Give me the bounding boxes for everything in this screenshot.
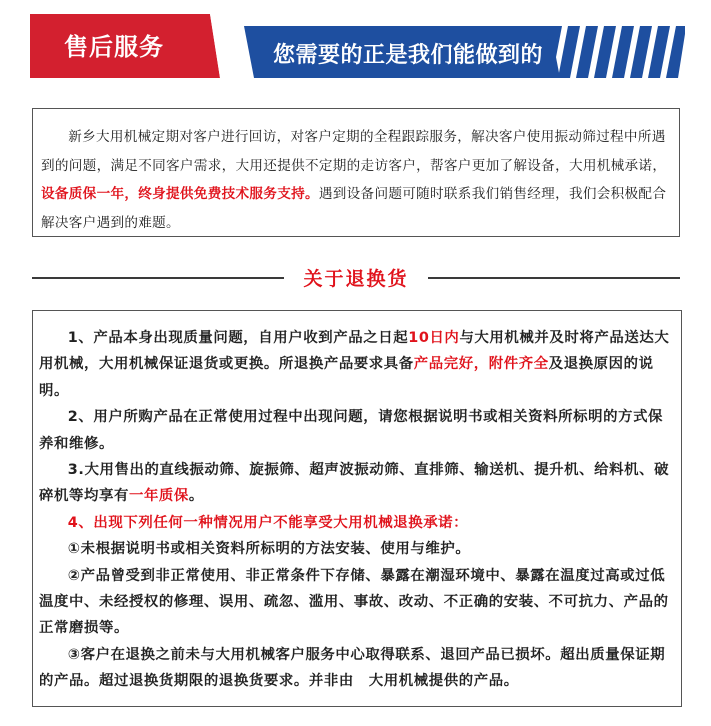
banner-title-after-sales: 售后服务 <box>64 33 164 61</box>
item1-text-pre: 1、产品本身出现质量问题，自用户收到产品之日起 <box>67 330 409 346</box>
section-divider <box>32 263 680 293</box>
item1-text-mid: 与大用机械并及时将产品送达大用机械，大用机械保证退货或更换。所退换产品要求具备 <box>39 330 670 373</box>
exclusion-condition-1: ①未根据说明书或相关资料所标明的方法安装、使用与维护。 <box>67 541 471 558</box>
service-paragraph <box>41 123 671 237</box>
returns-item-4-heading: 4、出现下列任何一种情况用户不能享受大用机械退换承诺： <box>67 514 469 531</box>
item3-text-pre: 3.大用售出的直线振动筛、旋振筛、超声波振动筛、直排筛、输送机、提升机、给料机、破碎机等均享有 <box>39 462 670 505</box>
service-text-part2: 遇到设备问题可随时联系我们销售经理，我们会积极配合解决客户遇到的难题。 <box>41 186 667 231</box>
returns-item-2: 2、用户所购产品在正常使用过程中出现问题，请您根据说明书或相关资料所标明的方式保养和维修。 <box>39 409 664 452</box>
item1-text-post: 及退换原因的说明。 <box>39 356 654 399</box>
item3-warranty-highlight: 一年质保 <box>128 488 189 505</box>
divider-line-right <box>428 277 680 279</box>
service-warranty-highlight: 设备质保一年，终身提供免费技术服务支持。 <box>41 186 319 202</box>
returns-item-3 <box>39 457 677 510</box>
service-text-part1: 新乡大用机械定期对客户进行回访，对客户定期的全程跟踪服务，解决客户使用振动筛过程中所遇到的问题，满足不同客户需求，大用还提供不定期的走访客户，帮客户更加了解设备，大用机械承诺， <box>41 129 667 174</box>
exclusion-condition-3: ③客户在退换之前未与大用机械客户服务中心取得联系、退回产品已损坏。超出质量保证期的产品。超过退换货期限的退换货要求。并非由 大用机械提供的产品。 <box>39 646 666 690</box>
divider-line-left <box>32 277 284 279</box>
returns-policy-box <box>32 310 682 707</box>
service-description-box <box>32 108 680 237</box>
item1-days-highlight: 10日内 <box>408 330 460 346</box>
exclusion-condition-2: ②产品曾受到非正常使用、非正常条件下存储、暴露在潮湿环境中、暴露在温度过高或过低温度中、未经授权的修理、误用、疏忽、滥用、事故、改动、不正确的安装、不可抗力、产品的正常磨损等。 <box>39 567 669 637</box>
returns-item-1 <box>39 325 677 404</box>
section-title-returns: 关于退换货 <box>303 268 409 290</box>
banner-stripes <box>540 26 685 78</box>
banner-slogan: 您需要的正是我们能做到的 <box>273 43 544 68</box>
item1-condition-highlight: 产品完好，附件齐全 <box>413 356 549 373</box>
header-banner <box>30 14 685 78</box>
item3-text-post: 。 <box>188 488 204 505</box>
